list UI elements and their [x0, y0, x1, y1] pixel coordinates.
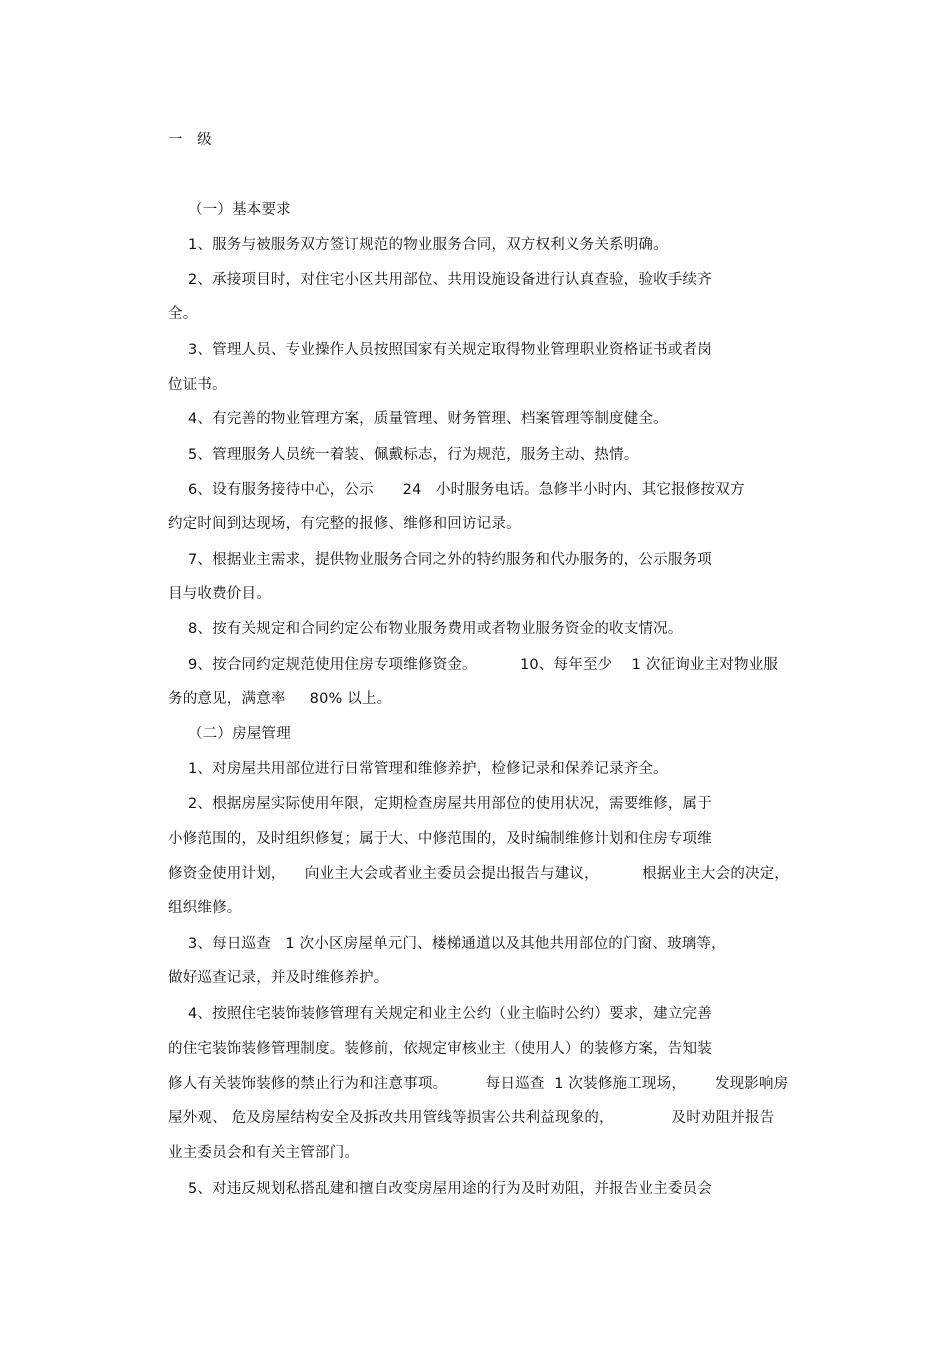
paragraph-line: 1、对房屋共用部位进行日常管理和维修养护，检修记录和保养记录齐全。 — [188, 761, 668, 777]
paragraph-line: 组织维修。 — [168, 900, 242, 916]
paragraph-line: 做好巡查记录，并及时维修养护。 — [168, 970, 389, 986]
paragraph-line: 4、有完善的物业管理方案，质量管理、财务管理、档案管理等制度健全。 — [188, 411, 668, 427]
paragraph-line: 3、管理人员、专业操作人员按照国家有关规定取得物业管理职业资格证书或者岗 — [188, 342, 712, 358]
paragraph-line: 6、设有服务接待中心，公示 24 小时服务电话。急修半小时内、其它报修按双方 — [188, 482, 745, 498]
section-heading: （二）房屋管理 — [188, 726, 291, 742]
paragraph-line: 小修范围的，及时组织修复；属于大、中修范围的，及时编制维修计划和住房专项维 — [168, 831, 712, 847]
paragraph-line: 全。 — [168, 306, 198, 322]
paragraph-line: 2、根据房屋实际使用年限，定期检查房屋共用部位的使用状况，需要维修，属于 — [188, 796, 712, 812]
paragraph-line: 约定时间到达现场，有完整的报修、维修和回访记录。 — [168, 516, 521, 532]
paragraph-line: 8、按有关规定和合同约定公布物业服务费用或者物业服务资金的收支情况。 — [188, 621, 683, 637]
paragraph-line: 屋外观、 危及房屋结构安全及拆改共用管线等损害公共利益现象的， 及时劝阻并报告 — [168, 1110, 775, 1126]
paragraph-line: 的住宅装饰装修管理制度。装修前，依规定审核业主（使用人）的装修方案，告知装 — [168, 1041, 712, 1057]
paragraph-line: 5、管理服务人员统一着装、佩戴标志，行为规范，服务主动、热情。 — [188, 447, 639, 463]
section-heading: （一）基本要求 — [188, 202, 291, 218]
paragraph-line: 务的意见，满意率 80% 以上。 — [168, 691, 392, 707]
paragraph-line: 业主委员会和有关主管部门。 — [168, 1145, 360, 1161]
paragraph-line: 7、根据业主需求，提供物业服务合同之外的特约服务和代办服务的，公示服务项 — [188, 552, 712, 568]
level-heading: 一 级 — [168, 132, 212, 148]
paragraph-line: 位证书。 — [168, 377, 227, 393]
paragraph-line: 1、服务与被服务双方签订规范的物业服务合同，双方权利义务关系明确。 — [188, 237, 668, 253]
paragraph-line: 修资金使用计划， 向业主大会或者业主委员会提出报告与建议， 根据业主大会的决定， — [168, 866, 790, 882]
paragraph-line: 9、按合同约定规范使用住房专项维修资金。 10、每年至少 1 次征询业主对物业服 — [188, 657, 779, 673]
paragraph-line: 3、每日巡查 1 次小区房屋单元门、楼梯通道以及其他共用部位的门窗、玻璃等， — [188, 936, 726, 952]
paragraph-line: 4、按照住宅装饰装修管理有关规定和业主公约（业主临时公约）要求，建立完善 — [188, 1006, 712, 1022]
paragraph-line: 目与收费价目。 — [168, 586, 271, 602]
paragraph-line: 5、对违反规划私搭乱建和擅自改变房屋用途的行为及时劝阻，并报告业主委员会 — [188, 1181, 712, 1197]
paragraph-line: 修人有关装饰装修的禁止行为和注意事项。 每日巡查 1 次装修施工现场， 发现影响房 — [168, 1076, 789, 1092]
paragraph-line: 2、承接项目时，对住宅小区共用部位、共用设施设备进行认真查验，验收手续齐 — [188, 272, 712, 288]
